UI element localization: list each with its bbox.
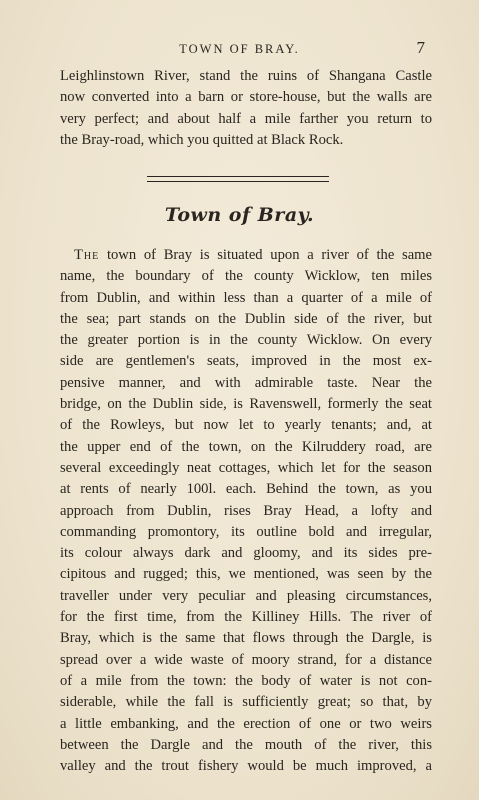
text-line: bridge, on the Dublin side, is Ravenswell, formerly the seat bbox=[60, 396, 432, 413]
text-line: very perfect; and about half a mile farther you return to bbox=[60, 110, 432, 127]
text-line: of the Rowleys, but now let to yearly tenants; and, at bbox=[60, 417, 432, 434]
text-line: a little embanking, and the erection of one or two weirs bbox=[60, 715, 432, 732]
text-line: cipitous and rugged; this, we mentioned, was seen by the bbox=[60, 566, 432, 583]
text-line: now converted into a barn or store-house, but the walls are bbox=[60, 89, 432, 106]
running-header bbox=[60, 38, 425, 58]
rule-line-bottom bbox=[147, 181, 329, 182]
text-line bbox=[60, 245, 432, 266]
text-line: traveller under very peculiar and pleasing circumstances, bbox=[60, 587, 432, 604]
page-number: 7 bbox=[416, 38, 425, 57]
text-line: for the first time, from the Killiney Hills. The river of bbox=[60, 609, 432, 626]
text-line: name, the boundary of the county Wicklow, ten miles bbox=[60, 268, 432, 285]
text-line: Leighlinstown River, stand the ruins of Shangana Castle bbox=[60, 68, 432, 84]
text-line: siderable, while the fall is sufficiently great; so that, by bbox=[60, 694, 432, 711]
text-line: its colour always dark and gloomy, and its sides pre- bbox=[60, 545, 432, 562]
text-line: commanding promontory, its outline bold and irregular, bbox=[60, 523, 432, 540]
text-line: side are gentlemen's seats, improved in the most ex- bbox=[60, 353, 432, 370]
text-line: between the Dargle and the mouth of the river, this bbox=[60, 736, 432, 753]
rule-line-top bbox=[147, 176, 329, 177]
double-rule-divider bbox=[147, 176, 329, 184]
paragraph-first-word: The bbox=[74, 247, 100, 263]
text-line: approach from Dublin, rises Bray Head, a lofty and bbox=[60, 502, 432, 519]
section-title: Town of Bray. bbox=[164, 204, 315, 226]
text-line: of a mile from the town: the body of water is not con- bbox=[60, 672, 432, 689]
running-title: TOWN OF BRAY. bbox=[179, 42, 300, 56]
text-line: several exceedingly neat cottages, which let for the season bbox=[60, 459, 432, 476]
text-line: from Dublin, and within less than a quarter of a mile of bbox=[60, 289, 432, 306]
first-line-rest: town of Bray is situated upon a river of the same bbox=[99, 247, 432, 263]
intro-paragraph bbox=[60, 66, 432, 151]
text-line: valley and the trout fishery would be much improved, a bbox=[60, 758, 432, 775]
text-line: the sea; part stands on the Dublin side of the river, but bbox=[60, 310, 432, 327]
text-line: the Bray-road, which you quitted at Black Rock. bbox=[60, 131, 344, 148]
text-line: the greater portion is in the county Wicklow. On every bbox=[60, 332, 432, 349]
text-line: Bray, which is the same that flows through the Dargle, is bbox=[60, 630, 432, 647]
main-paragraph bbox=[60, 245, 432, 777]
text-line: pensive manner, and with admirable taste. Near the bbox=[60, 374, 432, 391]
text-line: the upper end of the town, on the Kilruddery road, are bbox=[60, 438, 432, 455]
text-line: at rents of nearly 100l. each. Behind the town, as you bbox=[60, 481, 432, 498]
text-line: spread over a wide waste of moory strand, for a distance bbox=[60, 651, 432, 668]
